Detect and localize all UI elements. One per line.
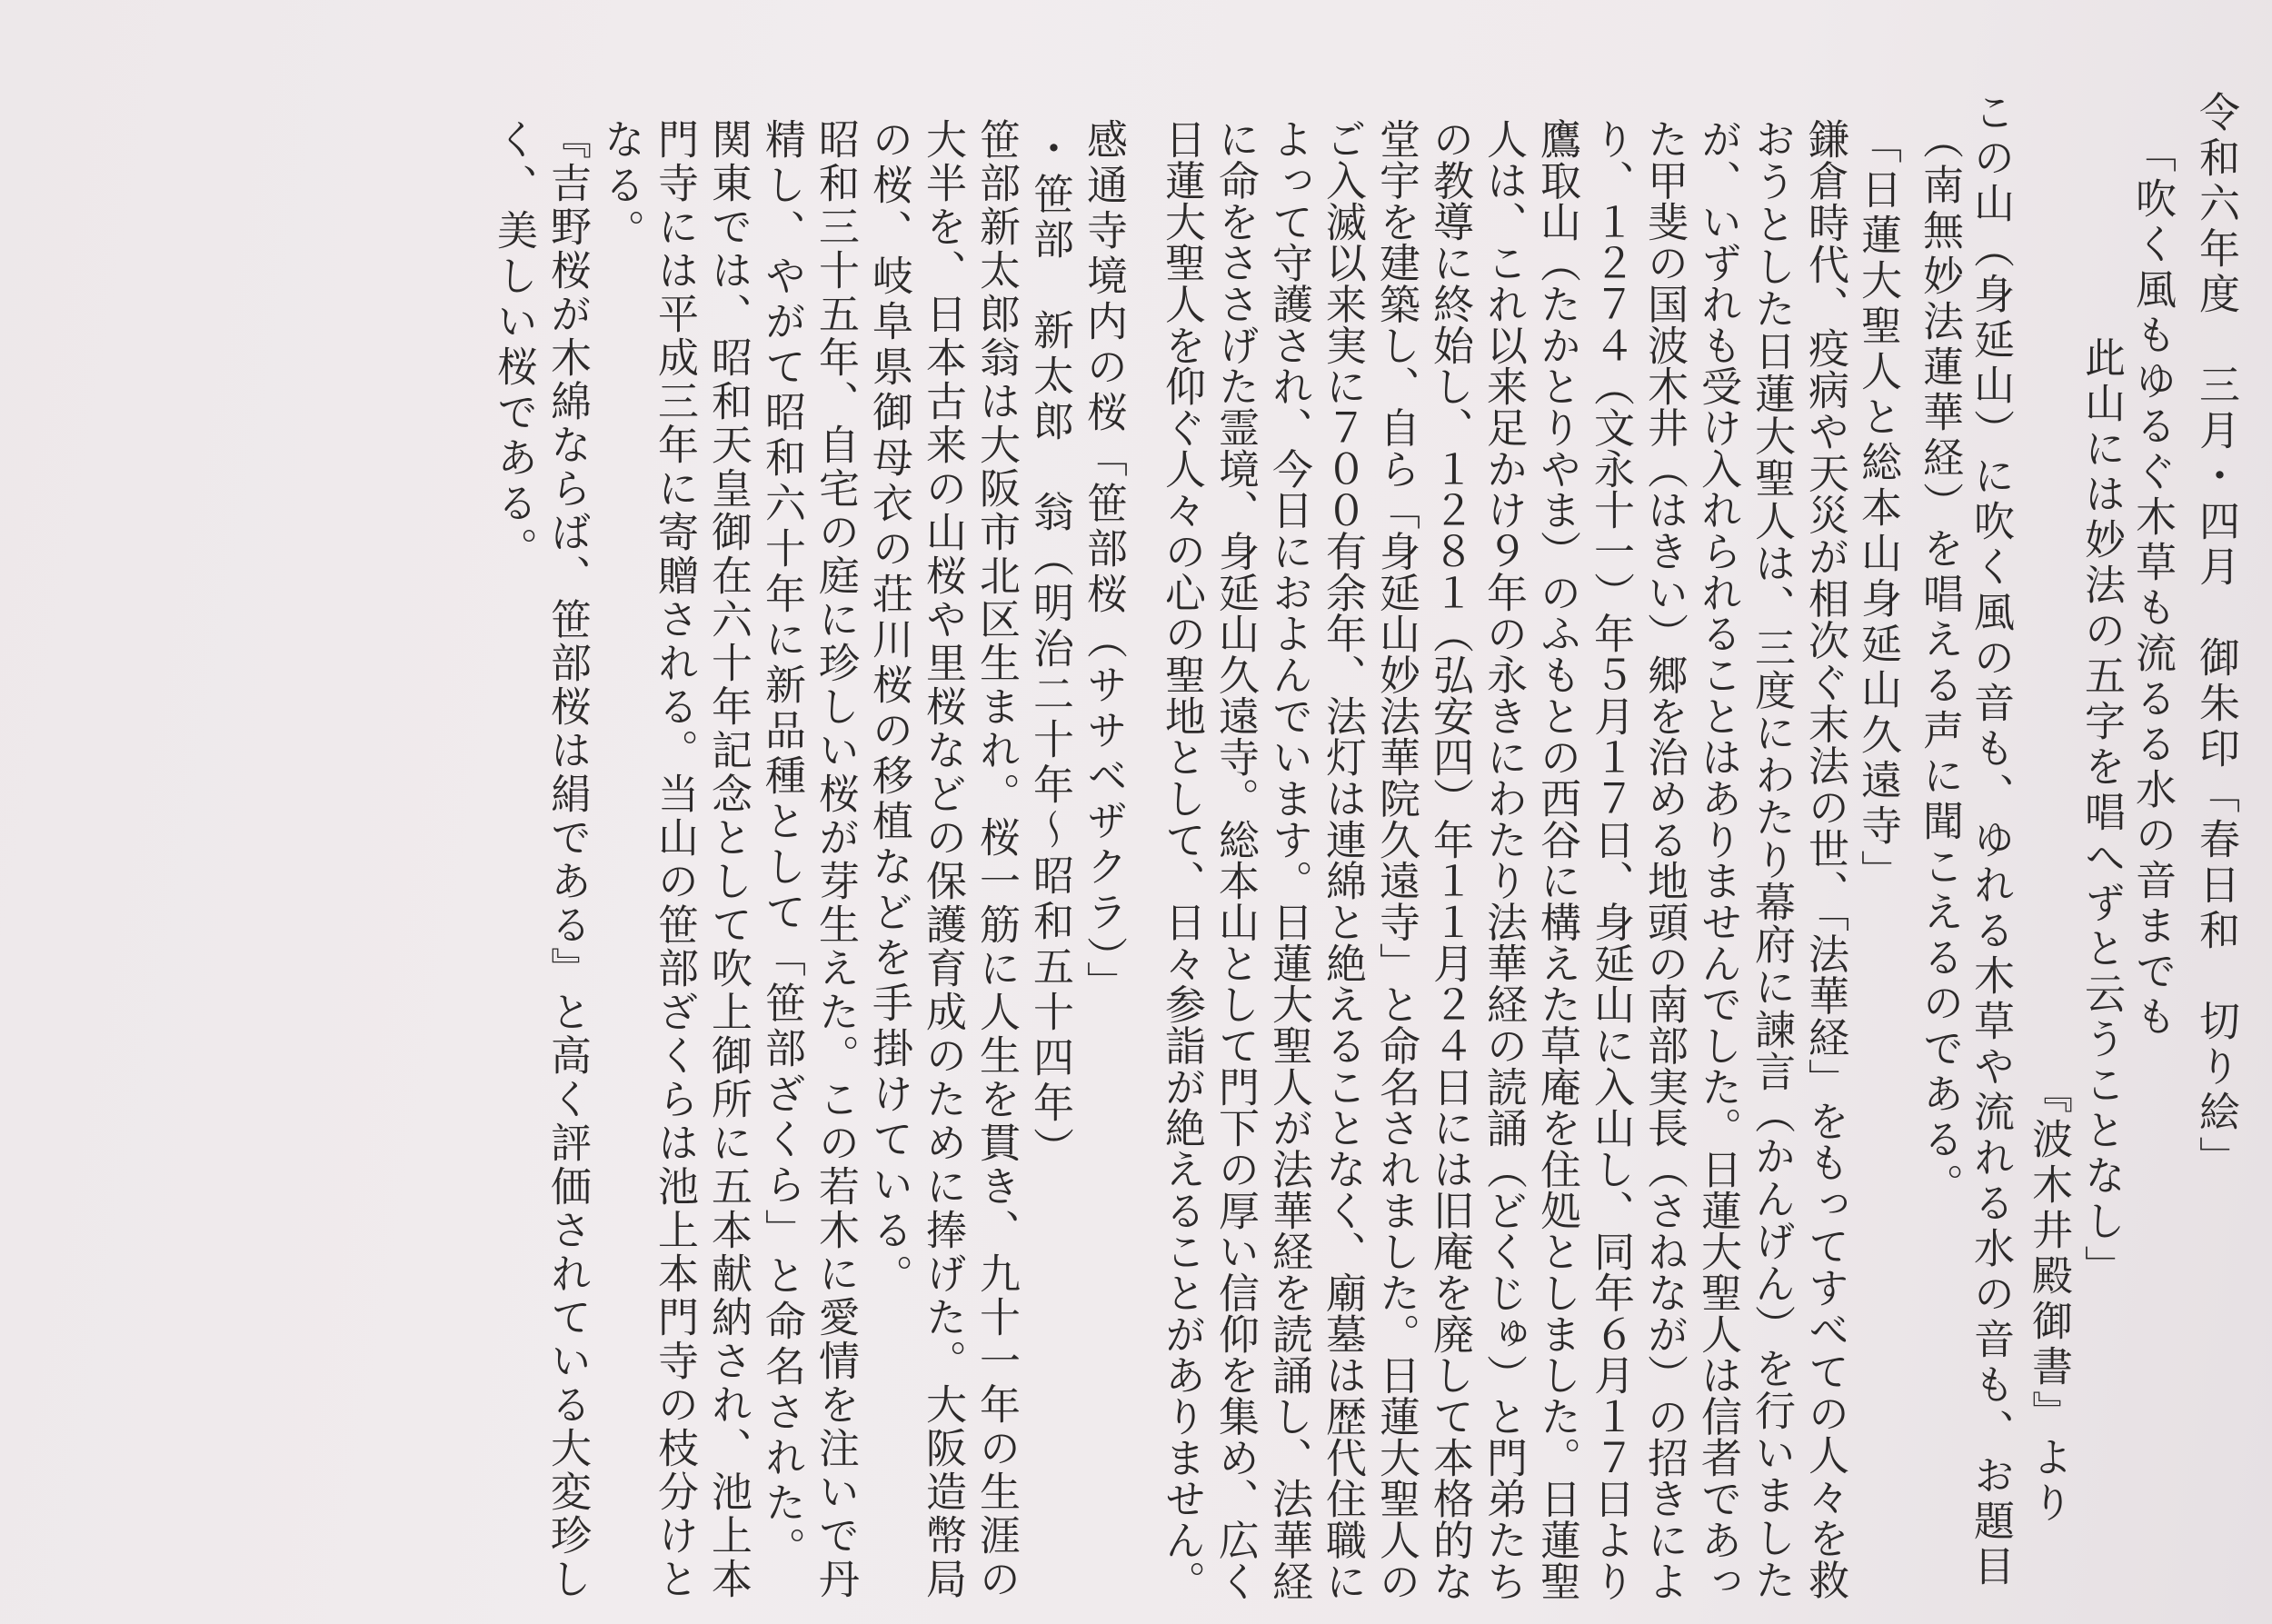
section1-heading: 「日蓮大聖人と総本山身延山久遠寺」 [1854, 123, 1902, 895]
section1-line-4: た甲斐の国波木井（はきい）郷を治める地頭の南部実長（さねなが）の招きによ [1640, 118, 1689, 1601]
section1-line-2: おうとした日蓮大聖人は、三度にわたり幕府に諫言（かんげん）を行いました [1748, 118, 1796, 1601]
section2-line-4: 昭和三十五年、自宅の庭に珍しい桜が芽生えた。この若木に愛情を注いで丹 [812, 118, 860, 1601]
section2-line-2: 大半を、日本古来の山桜や里桜などの保護育成のために捧げた。大阪造幣局 [919, 118, 967, 1601]
section1-line-10: ご入滅以来実に７００有余年、法灯は連綿と絶えることなく、廟墓は歴代住職に [1319, 118, 1367, 1601]
section1-line-9: 堂宇を建築し、自ら「身延山妙法華院久遠寺」と命名されました。日蓮大聖人の [1372, 118, 1420, 1601]
section1-line-13: 日蓮大聖人を仰ぐ人々の心の聖地として、日々参詣が絶えることがありません。 [1158, 118, 1206, 1601]
quote-source: 『波木井殿御書』より [2025, 1072, 2073, 1527]
section1-line-3: が、いずれも受け入れられることはありませんでした。日蓮大聖人は信者であっ [1694, 118, 1742, 1601]
section1-line-6: 鷹取山（たかとりやま）のふもとの西谷に構えた草庵を住処としました。日蓮聖 [1533, 118, 1581, 1601]
intro-line-1: この山（身延山）に吹く風の音も、ゆれる木草や流れる水の音も、お題目 [1967, 91, 2015, 1590]
intro-line-2: （南無妙法蓮華経）を唱える声に聞こえるのである。 [1916, 118, 1964, 1209]
section2-heading: 感通寺境内の桜「笹部桜（ササベザクラ）」 [1080, 118, 1128, 1007]
document-header: 令和六年度 三月・四月 御朱印「春日和 切り絵」 [2192, 91, 2240, 1181]
section2-line-3: の桜、岐阜県御母衣の荘川桜の移植などを手掛けている。 [865, 118, 913, 1300]
section2-line-5: 精し、やがて昭和六十年に新品種として「笹部ざくら」と命名された。 [758, 118, 806, 1572]
quote-line-2: 此山には妙法の五字を唱へずと云うことなし」 [2078, 336, 2126, 1290]
section2-line-10: く、美しい桜である。 [490, 118, 538, 573]
section2-line-9: 『吉野桜が木綿ならば、笹部桜は絹である』と高く評価されている大変珍し [543, 118, 592, 1601]
section1-line-7: 人は、これ以来足かけ９年の永きにわたり法華経の読誦（どくじゅ）と門弟たち [1480, 118, 1528, 1601]
section1-line-12: に命をささげた霊境、身延山久遠寺。総本山として門下の厚い信仰を集め、広く [1211, 118, 1260, 1601]
section1-line-5: り、１２７４（文永十一）年５月１７日、身延山に入山し、同年６月１７日より [1587, 118, 1635, 1601]
section1-line-8: の教導に終始し、１２８１（弘安四）年１１月２４日には旧庵を廃して本格的な [1426, 118, 1474, 1601]
section1-line-1: 鎌倉時代、疫病や天災が相次ぐ末法の世、「法華経」をもってすべての人々を救 [1801, 118, 1849, 1601]
section2-line-6: 関東では、昭和天皇御在六十年記念として吹上御所に五本献納され、池上本 [704, 118, 752, 1601]
section1-line-11: よって守護され、今日におよんでいます。日蓮大聖人が法華経を読誦し、法華経 [1265, 118, 1313, 1601]
section2-line-8: なる。 [597, 118, 645, 254]
section2-subheading: ・笹部 新太郎 翁（明治二十年〜昭和五十四年） [1026, 127, 1074, 1172]
section2-line-7: 門寺には平成三年に寄贈される。当山の笹部ざくらは池上本門寺の枝分けと [651, 118, 699, 1601]
section2-line-1: 笹部新太郎翁は大阪市北区生まれ。桜一筋に人生を貫き、九十一年の生涯の [972, 118, 1021, 1601]
quote-line-1: 「吹く風もゆるぐ木草も流るる水の音までも [2128, 132, 2177, 1041]
